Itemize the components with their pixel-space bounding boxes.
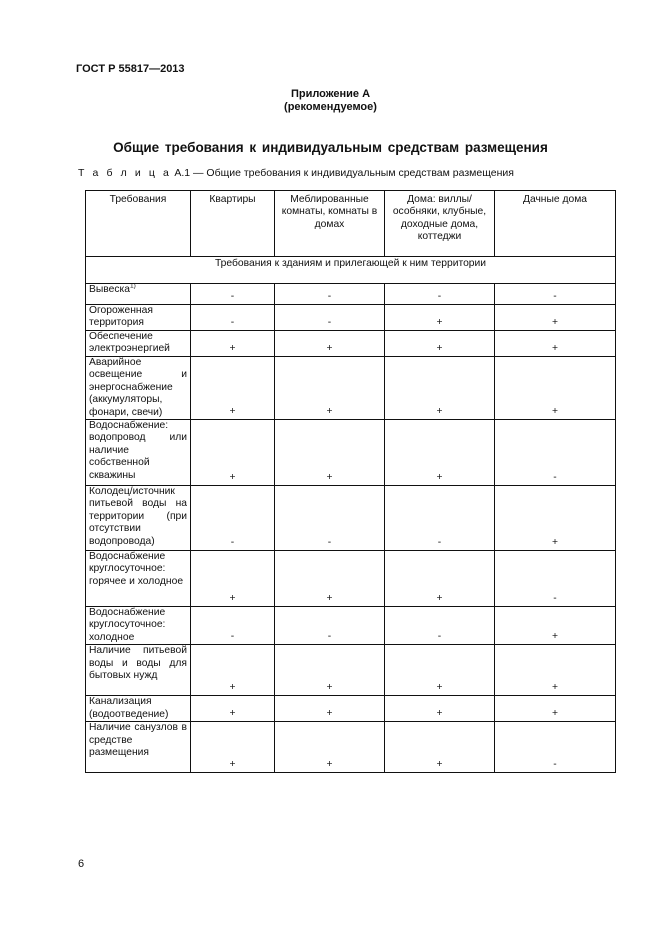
appendix-title: Приложение А: [290, 88, 371, 100]
value-cell: +: [275, 357, 385, 420]
value-cell: +: [495, 696, 616, 722]
value-cell: -: [385, 607, 495, 645]
column-header: Квартиры: [191, 191, 275, 257]
value-cell: -: [275, 607, 385, 645]
table-row: [86, 305, 616, 331]
value-cell: -: [191, 305, 275, 331]
table-section-row: [86, 257, 616, 284]
requirement-cell: [86, 331, 191, 357]
requirement-cell: [86, 305, 191, 331]
table-row: [86, 284, 616, 305]
table-row: [86, 420, 616, 486]
value-cell: +: [275, 420, 385, 486]
value-cell: -: [191, 486, 275, 551]
value-cell: +: [495, 357, 616, 420]
requirements-table: [85, 190, 616, 773]
value-cell: +: [191, 551, 275, 607]
requirement-cell: [86, 645, 191, 696]
value-cell: -: [191, 607, 275, 645]
value-cell: +: [495, 305, 616, 331]
requirement-cell: [86, 551, 191, 607]
value-cell: +: [275, 551, 385, 607]
value-cell: -: [385, 284, 495, 305]
value-cell: +: [385, 696, 495, 722]
column-header: Дома: виллы/особняки, клубные, доходные дома, коттеджи: [385, 191, 495, 257]
requirement-cell: [86, 696, 191, 722]
value-cell: +: [495, 486, 616, 551]
value-cell: +: [385, 305, 495, 331]
table-header-row: [86, 191, 616, 257]
section-label: Требования к зданиям и прилегающей к ним территории: [86, 257, 616, 284]
value-cell: -: [495, 284, 616, 305]
table-row: [86, 357, 616, 420]
table-row: [86, 551, 616, 607]
table-row: [86, 607, 616, 645]
value-cell: -: [275, 305, 385, 331]
value-cell: +: [275, 331, 385, 357]
requirement-text: Огороженная территория: [89, 305, 153, 329]
value-cell: +: [191, 331, 275, 357]
table-row: [86, 645, 616, 696]
value-cell: +: [275, 696, 385, 722]
table-row: [86, 696, 616, 722]
value-cell: -: [495, 551, 616, 607]
value-cell: +: [275, 722, 385, 773]
table-caption-prefix: Т а б л и ц а: [78, 167, 172, 179]
requirement-text: Колодец/источник питьевой воды на территории (при отсутствии водопровода): [89, 486, 187, 547]
table-row: [86, 722, 616, 773]
footnote-mark: 1): [129, 282, 136, 290]
value-cell: -: [495, 420, 616, 486]
requirement-cell: [86, 284, 191, 305]
requirement-text: Водоснабжение круглосуточное: холодное: [89, 607, 166, 643]
value-cell: +: [385, 357, 495, 420]
value-cell: +: [495, 645, 616, 696]
value-cell: -: [495, 722, 616, 773]
requirement-text: Канализация (водоотведение): [89, 696, 169, 720]
value-cell: +: [495, 607, 616, 645]
requirement-text: Наличие санузлов в средстве размещения: [89, 722, 187, 759]
table-caption: [78, 167, 514, 179]
value-cell: +: [275, 645, 385, 696]
requirement-cell: [86, 722, 191, 773]
section-heading: Общие требования к индивидуальным средствам размещения: [113, 140, 548, 155]
standard-number: ГОСТ Р 55817—2013: [76, 63, 185, 75]
requirement-cell: [86, 607, 191, 645]
requirement-text: Обеспечение электроэнергией: [89, 331, 170, 355]
appendix-subtitle: (рекомендуемое): [284, 101, 377, 113]
value-cell: +: [191, 420, 275, 486]
requirement-cell: [86, 420, 191, 486]
table-caption-text: А.1 — Общие требования к индивидуальным средствам размещения: [171, 167, 514, 179]
requirement-text: Наличие питьевой воды и воды для бытовых нужд: [89, 645, 187, 682]
value-cell: +: [191, 357, 275, 420]
page-number: 6: [78, 858, 85, 870]
column-header: Меблированные комнаты, комнаты в домах: [275, 191, 385, 257]
value-cell: -: [275, 284, 385, 305]
value-cell: +: [385, 722, 495, 773]
column-header: Дачные дома: [495, 191, 616, 257]
requirement-cell: [86, 357, 191, 420]
table-row: [86, 331, 616, 357]
value-cell: +: [385, 420, 495, 486]
value-cell: -: [191, 284, 275, 305]
table-row: [86, 486, 616, 551]
requirement-cell: [86, 486, 191, 551]
requirement-text: Аварийное освещение и энергоснабжение (аккумуляторы, фонари, свечи): [89, 357, 187, 418]
value-cell: -: [385, 486, 495, 551]
value-cell: +: [191, 696, 275, 722]
requirement-text: Вывеска: [89, 284, 130, 295]
value-cell: +: [385, 331, 495, 357]
value-cell: +: [385, 551, 495, 607]
requirement-text: Водоснабжение круглосуточное: горячее и холодное: [89, 551, 184, 587]
requirement-text: Водоснабжение: водопровод или наличие собственной скважины: [89, 420, 187, 481]
value-cell: +: [495, 331, 616, 357]
value-cell: -: [275, 486, 385, 551]
value-cell: +: [191, 645, 275, 696]
value-cell: +: [385, 645, 495, 696]
column-header: Требования: [86, 191, 191, 257]
value-cell: +: [191, 722, 275, 773]
